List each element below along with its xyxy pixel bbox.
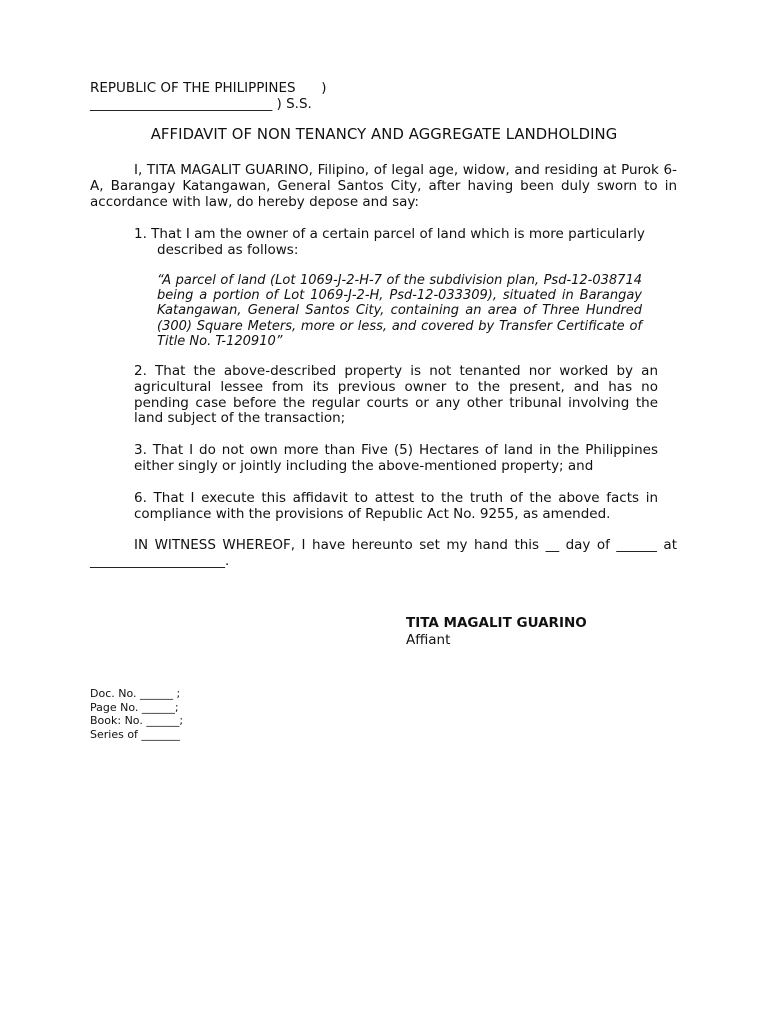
witness-clause: IN WITNESS WHEREOF, I have hereunto set my hand this __ day of ______ at ____________________. xyxy=(90,537,677,569)
page-no-line: Page No. ______; xyxy=(90,700,179,714)
item-6-purpose: 6. That I execute this affidavit to attest to the truth of the above facts in compliance with the provisions of Republic Act No. 9255, as amended. xyxy=(134,490,658,522)
book-no-line: Book: No. ______; xyxy=(90,714,184,727)
item-3-landholding-limit: 3. That I do not own more than Five (5) Hectares of land in the Philippines either singly or jointly including the above-mentioned property; and xyxy=(134,442,658,474)
venue-ss-line: ___________________________ ) S.S. xyxy=(90,96,312,112)
land-description-quote: “A parcel of land (Lot 1069-J-2-H-7 of the subdivision plan, Psd-12-038714 being a portion of Lot 1069-J-2-H, Psd-12-033309), situated in Barangay Katangawan, General Santos City, containing an area of Three Hundred (300) Square Meters, more or less, and covered by Transfer Certificate of Title No. T-120910” xyxy=(157,273,642,349)
affiant-label: Affiant xyxy=(406,632,451,648)
item-2-not-tenanted: 2. That the above-described property is not tenanted nor worked by an agricultural lessee from its previous owner to the present, and has no pending case before the regular courts or any other tribunal involving the land subject of the transaction; xyxy=(134,363,658,427)
signature-block xyxy=(406,615,587,649)
doc-no-line: Doc. No. ______ ; xyxy=(90,687,181,700)
item-1-ownership: 1. That I am the owner of a certain parcel of land which is more particularly described as follows: xyxy=(134,226,645,258)
series-line: Series of _______ xyxy=(90,727,180,741)
venue-republic-line: REPUBLIC OF THE PHILIPPINES ) xyxy=(90,80,327,96)
affiant-name: TITA MAGALIT GUARINO xyxy=(406,615,587,631)
document-title: AFFIDAVIT OF NON TENANCY AND AGGREGATE LANDHOLDING xyxy=(150,126,618,143)
venue-block xyxy=(90,80,327,112)
notarial-register-block xyxy=(90,687,183,741)
intro-paragraph: I, TITA MAGALIT GUARINO, Filipino, of legal age, widow, and residing at Purok 6-A, Barangay Katangawan, General Santos City, after having been duly sworn to in accordance with law, do hereby depose and say: xyxy=(90,162,677,210)
